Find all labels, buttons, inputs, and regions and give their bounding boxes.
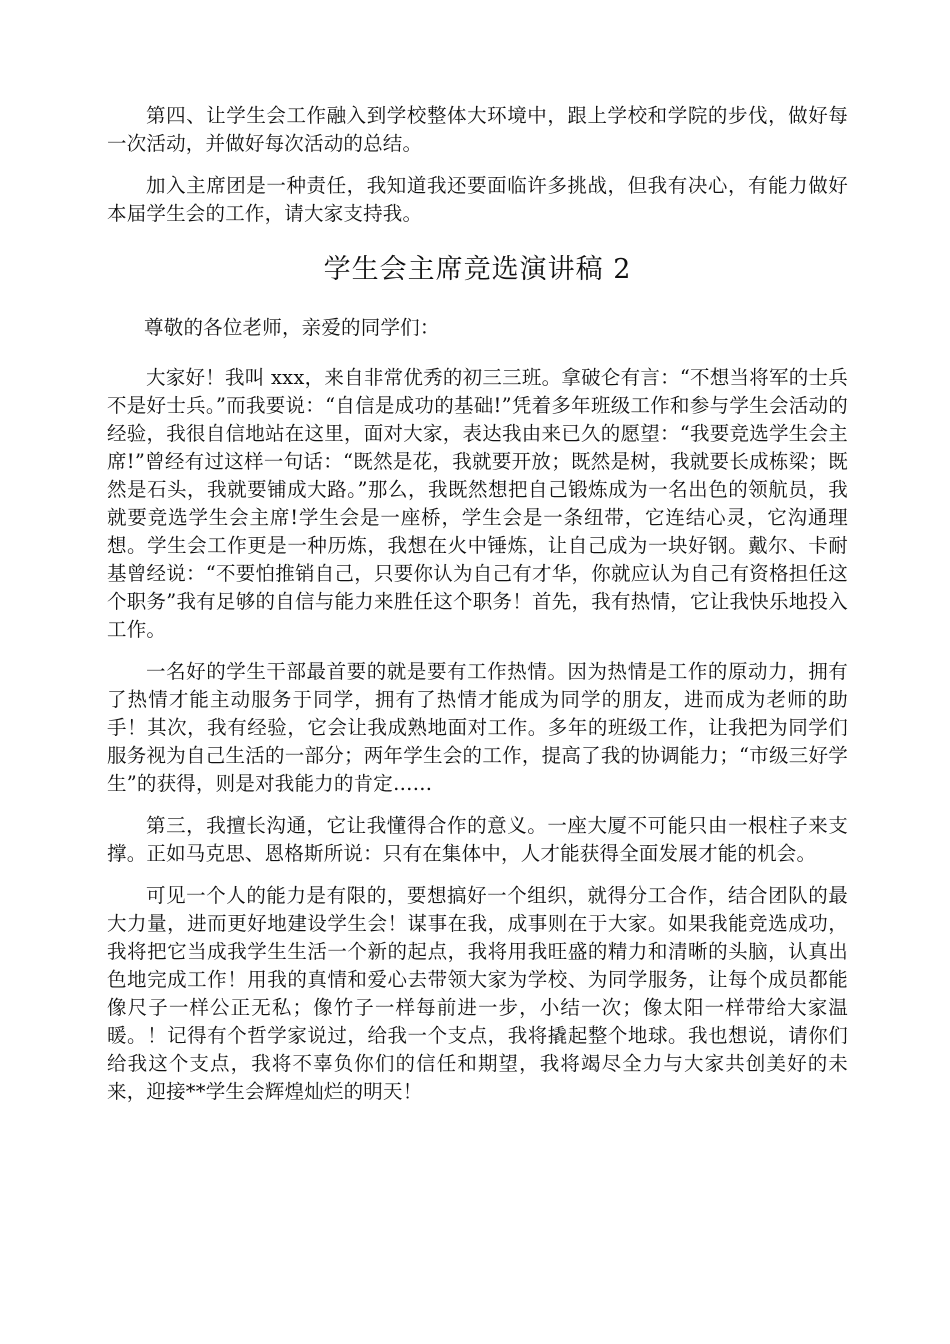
paragraph-join-presidium: 加入主席团是一种责任，我知道我还要面临许多挑战，但我有决心，有能力做好本届学生会的工作，请大家支持我。 <box>107 174 848 225</box>
speech-title: 学生会主席竞选演讲稿 2 <box>323 254 632 285</box>
paragraph-fourth-point: 第四、让学生会工作融入到学校整体大环境中，跟上学校和学院的步伐，做好每一次活动，并做好每次活动的总结。 <box>107 104 848 155</box>
greeting: 尊敬的各位老师，亲爱的同学们： <box>144 316 440 339</box>
paragraph-conclusion: 可见一个人的能力是有限的，要想搞好一个组织，就得分工合作，结合团队的最大力量，进而更好地建设学生会！谋事在我，成事则在于大家。如果我能竞选成功，我将把它当成我学生生活一个新的起点，我将用我旺盛的精力和清晰的头脑，认真出色地完成工作！用我的真情和爱心去带领大家为学校、为同学服务，让每个成员都能像尺子一样公正无私；像竹子一样每前进一步，小结一次；像太阳一样带给大家温暖。！记得有个哲学家说过，给我一个支点，我将撬起整个地球。我也想说，请你们给我这个支点，我将不辜负你们的信任和期望，我将竭尽全力与大家共创美好的未来，迎接**学生会辉煌灿烂的明天！ <box>107 884 848 1103</box>
paragraph-introduction: 大家好！我叫 xxx，来自非常优秀的初三三班。拿破仑有言：“不想当将军的士兵不是好士兵。”而我要说：“自信是成功的基础!”凭着多年班级工作和参与学生会活动的经验，我很自信地站在这里，面对大家，表达我由来已久的愿望：“我要竞选学生会主席!”曾经有过这样一句话：“既然是花，我就要开放；既然是树，我就要长成栋梁；既然是石头，我就要铺成大路。”那么，我既然想把自己锻炼成为一名出色的领航员，我就要竞选学生会主席!学生会是一座桥，学生会是一条纽带，它连结心灵，它沟通理想。学生会工作更是一种历炼，我想在火中锤炼，让自己成为一块好钢。戴尔、卡耐基曾经说：“不要怕推销自己，只要你认为自己有才华，你就应认为自己有资格担任这个职务”我有足够的自信与能力来胜任这个职务！首先，我有热情，它让我快乐地投入工作。 <box>107 366 848 641</box>
paragraph-communication: 第三，我擅长沟通，它让我懂得合作的意义。一座大厦不可能只由一根柱子来支撑。正如马克思、恩格斯所说：只有在集体中，人才能获得全面发展才能的机会。 <box>107 814 848 865</box>
paragraph-enthusiasm: 一名好的学生干部最首要的就是要有工作热情。因为热情是工作的原动力，拥有了热情才能主动服务于同学，拥有了热情才能成为同学的朋友，进而成为老师的助手！其次，我有经验，它会让我成熟地面对工作。多年的班级工作，让我把为同学们服务视为自己生活的一部分；两年学生会的工作，提高了我的协调能力；“市级三好学生”的获得，则是对我能力的肯定…… <box>107 660 848 795</box>
